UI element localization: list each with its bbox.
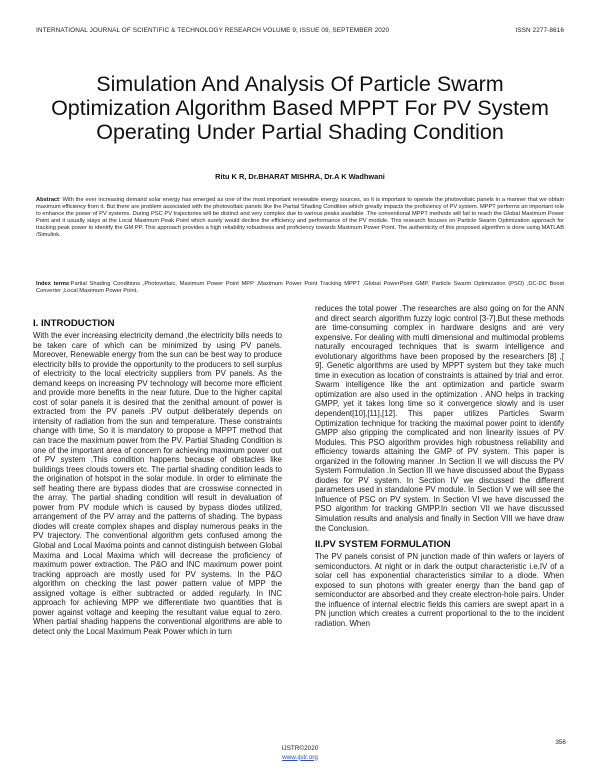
page-number: 356: [555, 739, 566, 746]
footer-code: IJSTR©2020: [281, 745, 319, 752]
index-terms-label: Index terms: [36, 281, 70, 287]
introduction-heading: I. INTRODUCTION: [33, 318, 115, 329]
issn: ISSN 2277-8616: [515, 27, 564, 34]
abstract-text: : With the ever increasing demand solar energy has emerged as one of the most important renewable energy sources, so it is important to operate the photovoltaic panels in a manner that we obtain maximum efficiency from it. But there are problem associated with the photovoltaic panels like the Partial Shading Condition which greatly impacts the proficiency of PV system. MPPT performs an important role to enhance the power of PV systems. During PSC PV trajectories will be distinct and very complex due to various peaks available .The conventional MPPT methods will fail to reach the Global Maximum Power Point and it usually stays at the Local Maximum Peak Point which surely would decline the efficiency and performance of the PV module. This research focuses on Particle Swarm Optimization approach for tracking peak power to identify the GM PP. This approach provides a high reliability robustness and proficiency towards Maximum Power Point. The authenticity of this proposed algorithm is done using MATLAB /Simulink.: [36, 197, 564, 239]
pv-formulation-heading: II.PV SYSTEM FORMULATION: [315, 539, 451, 551]
right-column: [315, 304, 564, 629]
journal-name: INTERNATIONAL JOURNAL OF SCIENTIFIC & TECHNOLOGY RESEARCH VOLUME 9, ISSUE 09, SEPTEMBER 2020: [36, 27, 390, 34]
pv-formulation-paragraph: The PV panels consist of PN junction made of thin wafers or layers of semiconductors. At night or in dark the output characteristic i.e,IV of a solar cell has exponential characteristics similar to a diode. When exposed to sun photons with greater energy than the band gap of semiconductor are absorbed and they create electron-hole pairs. Under the influence of internal electric fields this carriers are swept apart in a PN junction which creates a current proportional to the to the incident radiation. When: [315, 552, 564, 628]
left-column: [33, 318, 282, 637]
authors: Ritu K R, Dr.BHARAT MISHRA, Dr.A K Wadhwani: [215, 172, 385, 181]
abstract-label: Abstract: [36, 197, 60, 203]
paper-title: Simulation And Analysis Of Particle Swarm Optimization Algorithm Based MPPT For PV System Operating Under Partial Shading Condition: [51, 72, 549, 145]
introduction-continued: reduces the total power .The researches are also going on for the ANN and direct search algorithm fuzzy logic control [3-7].But these methods are time-consuming complex in hardware designs and are very expensive. For dealing with multi dimensional and multimodal problems naturally encouraged techniques that is swarm intelligence and evolutionary algorithms have been proposed by the researchers [8] ,[ 9]. Genetic algorithms are used by MPPT system but they take much time in execution as location of constraints is attained by trial and error. Swarm intelligence like the ant optimization and particle swarm optimization are also used in the optimization . ANO helps in tracking GMPP, yet it takes long time so it convergence slowly and is user dependent[10],[11],[12]. This paper utilizes Particles Swarm Optimization technique for tracking the maximal power point to identify GMPP also gripping the complicated and non linearity issues of PV Modules. This PSO algorithm provides high robustness reliability and efficiency towards attaining the GMP of PV system. This paper is organized in the following manner .In Section II we will discuss the PV System Formulation .In Section III we have discussed about the Bypass diodes for PV system. In Section IV we discussed the different parameters used in standalone PV module. In Section V we will see the Influence of PSC on PV system. In Section VI we have discussed the PSO algorithm for tracking GMPP.In section VII we have discussed Simulation results and analysis and finally in Section VIII we have draw the Conclusion.: [315, 304, 564, 533]
index-terms-text: :Partial Shading Conditions ,Photovoltaic, Maximum Power Point MPP ,Maximum Power Point Tracking MPPT ,Global PowerPoint GMP, Particle Swarm Optimization (PSO) ,DC-DC Boost Converter ,Local Maximum Power Point.: [36, 281, 564, 295]
journal-website-link[interactable]: www.ijstr.org: [282, 753, 318, 761]
abstract: [36, 197, 564, 239]
journal-header: [36, 27, 564, 34]
footer: [0, 745, 600, 762]
introduction-paragraph: With the ever increasing electricity demand ,the electricity bills needs to be taken care of which can be minimized by using PV panels. Moreover, Renewable energy from the sun can be best way to produce electricity bills to provide the opportunity to the producers to sell surplus of electricity to the local electricity suppliers from PV panels. As the demand keeps on increasing PV technology will become more efficient and provide more benefits in the near future. Due to the higher capital cost of solar panels it is desired that the zenithal amount of power is extracted from the PV panels .PV output deliberately depends on intensity of radiation from the sun and temperature. These constraints change with time, So it is mandatory to propose a MPPT method that can trace the maximum power from the PV. Partial Shading Condition is one of the important area of concern for achieving maximum power out of PV system .This condition happens because of obstacles like buildings trees clouds towers etc. The partial shading condition leads to the origination of hotspot in the solar module. In order to eliminate the self heating there are bypass diodes that are crosswise connected in the array. The partial shading condition will result in devaluation of power from PV module which is caused by bypass diodes utilized, arrangement of the PV array and the patterns of shading. The bypass diodes will create complex shapes and display numerous peaks in the PV trajectory. The conventional algorithm gets confused among the Global and Local Maxima points and cannot distinguish between Global Maxima and Local Maxima which will decrease the proficiency of maximum power extraction. The P&O and INC maximum power point tracking approach are mostly used for PV systems. In the P&O algorithm on checking the last power pattern value of MPP the assigned voltage is either subtracted or added regularly. In INC approach for achieving MPP we differentiate two quantities that is power against voltage and keeping the resultant value equal to zero. When partial shading happens the conventional algorithms are able to detect only the Local Maximum Peak Power which in turn: [33, 331, 282, 636]
index-terms: [36, 281, 564, 295]
